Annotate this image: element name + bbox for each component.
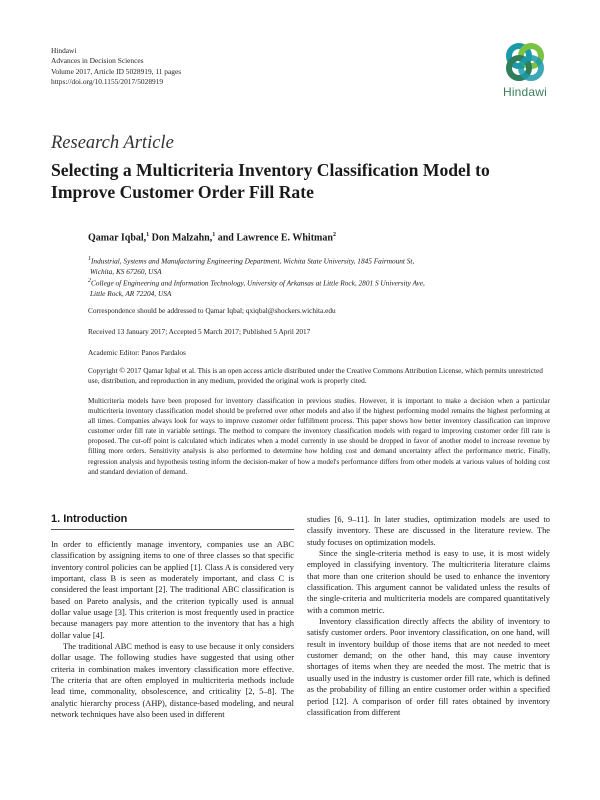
article-type: Research Article [51,133,174,153]
author-name: and Lawrence E. Whitman [217,232,333,244]
affil-mark: 1 [88,256,91,262]
left-column [51,539,294,721]
article-title: Selecting a Multicriteria Inventory Classification Model to Improve Customer Order Fill Rate [51,160,490,202]
abstract: Multicriteria models have been proposed for inventory classification in previous studies. However, it is important to make a decision when a particular multicriteria inventory classification model should be preferred over other models and also if the highest performing model remains the highest performing at all times. Companies always look for ways to improve customer order fulfillment process. This paper shows how better inventory classification can improve customer order fill rate in variable settings. The method to compare the inventory classification models with regard to improving customer order fill rate is proposed. The cut-off point is calculated which indicates when a model currently in use should be dropped in favor of another model to increase revenue by filling more orders. Sensitivity analysis is also performed to determine how holding cost and demand uncertainty affect the performance metric. Finally, regression analysis and hypothesis testing inform the decision-maker of how a model's performance differs from other models at various values of holding cost and standard deviation of demand. [88,397,550,476]
affil-line: Little Rock, AR 72204, USA [90,288,172,298]
copyright-notice: Copyright © 2017 Qamar Iqbal et al. This is an open access article distributed under the Creative Commons Attribution License, which permits unrestricted use, distribution, and reproduction in any medium, provided the original work is properly cited. [88,366,543,386]
affiliation-2 [88,276,548,299]
affil-line: Wichita, KS 67260, USA [90,266,162,276]
hindawi-logo-icon [503,40,547,84]
doi-link[interactable]: https://doi.org/10.1155/2017/5028919 [51,77,164,87]
correspondence: Correspondence should be addressed to Qamar Iqbal; qxiqbal@shockers.wichita.edu [88,306,336,315]
affil-line: College of Engineering and Information Technology, University of Arkansas at Little Rock, 2801 S University Ave, [91,278,425,288]
hindawi-logo [496,40,554,104]
section-divider [51,529,294,530]
publisher-name: Hindawi [51,46,77,55]
affiliation-1 [88,254,548,277]
right-column [307,514,550,718]
academic-editor: Academic Editor: Panos Pardalos [88,348,186,357]
author-name: Don Malzahn, [151,232,213,244]
body-paragraph: The traditional ABC method is easy to use because it only considers dollar usage. The following studies have suggested that using other criteria in combination makes inventory classification more effective. The criteria that are often employed in multicriteria methods include lead time, commonality, obsolescence, and criticality [2, 5–8]. The analytic hierarchy process (AHP), distance-based modeling, and neural network techniques have also been used in different [51,642,294,720]
body-paragraph: studies [6, 9–11]. In later studies, optimization models are used to classify inventory. These are discussed in the literature review. The study focuses on optimization models. [307,515,550,547]
body-paragraph: In order to efficiently manage inventory, companies use an ABC classification by assigning items to one of three classes so that specific inventory control policies can be applied [1]. Class A is considered very important, class B is seen as moderately important, and class C is considered the least important [2]. The traditional ABC classification is based on Pareto analysis, and the criterion typically used is annual dollar value usage [3]. This criterion is most frequently used in practice because managers pay more attention to the inventory that has a high dollar value [4]. [51,540,294,640]
author-name: Qamar Iqbal, [88,232,147,244]
publication-dates: Received 13 January 2017; Accepted 5 March 2017; Published 5 April 2017 [88,327,311,336]
section-heading: 1. Introduction [51,513,128,525]
affil-line: Industrial, Systems and Manufacturing Engineering Department, Wichita State University, 1845 Fairmount St, [91,256,415,266]
author-affil-mark: 1 [212,232,216,238]
logo-wordmark: Hindawi [502,85,548,99]
author-affil-mark: 1 [146,232,150,238]
journal-name: Advances in Decision Sciences [51,56,144,66]
body-paragraph: Inventory classification directly affects the ability of inventory to satisfy customer orders. Poor inventory classification, on one hand, will result in inventory buildup of those items that are not needed to meet customer demand; on the other hand, this may cause inventory shortages of items when they are needed the most. The metric that is usually used in the industry is customer order fill rate, which is defined as the probability of filling an entire customer order within a specified period [12]. A comparison of order fill rates obtained by inventory classification from different [307,617,550,717]
affil-mark: 2 [88,278,91,284]
volume-info: Volume 2017, Article ID 5028919, 11 pages [51,66,182,76]
journal-meta [51,46,181,88]
body-paragraph: Since the single-criteria method is easy to use, it is most widely employed in classifying inventory. The multicriteria literature claims that more than one criterion should be used to enhance the inventory classification. This argument cannot be validated unless the results of the single-criteria and multicriteria models are compared quantitatively with a common metric. [307,549,550,615]
author-list [88,232,336,243]
author-affil-mark: 2 [332,232,336,238]
